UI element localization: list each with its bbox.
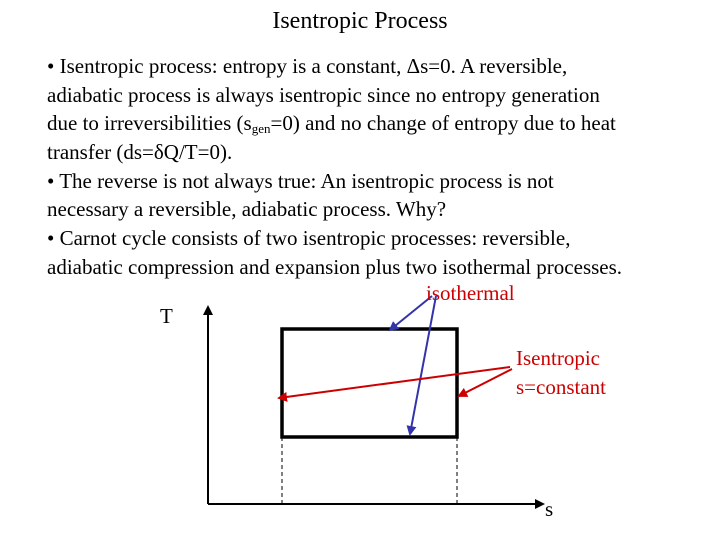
y-axis-label: T [160, 304, 173, 328]
isentropic-condition-label: s=constant [516, 375, 606, 399]
bullet-1-line-1: • Isentropic process: entropy is a constant, Δs=0. A reversible, [47, 54, 568, 78]
subscript-gen: gen [251, 121, 271, 137]
bullet-1-line-2: adiabatic process is always isentropic since no entropy generation [47, 82, 600, 107]
bullet-3-line-1: • Carnot cycle consists of two isentropic processes: reversible, [47, 226, 571, 251]
bullet-2-line-2: necessary a reversible, adiabatic process. Why? [47, 197, 447, 222]
bullet-1-line-3-start: due to irreversibilities (s [47, 111, 252, 136]
bullet-1-line-4: transfer (ds=δQ/T=0). [47, 140, 233, 165]
bullet-1-line-3-end: =0) and no change of entropy due to heat [270, 111, 616, 136]
slide-title: Isentropic Process [272, 8, 448, 34]
isentropic-arrow-left [279, 367, 510, 398]
isentropic-label: Isentropic [516, 346, 600, 370]
bullet-3-line-2: adiabatic compression and expansion plus two isothermal processes. [47, 254, 623, 279]
bullet-2-line-1: • The reverse is not always true: An isentropic process is not [47, 168, 554, 193]
carnot-cycle-box [282, 329, 457, 437]
x-axis-label: s [545, 497, 554, 521]
isothermal-label: isothermal [426, 281, 515, 305]
isothermal-arrow-bottom [410, 296, 436, 434]
